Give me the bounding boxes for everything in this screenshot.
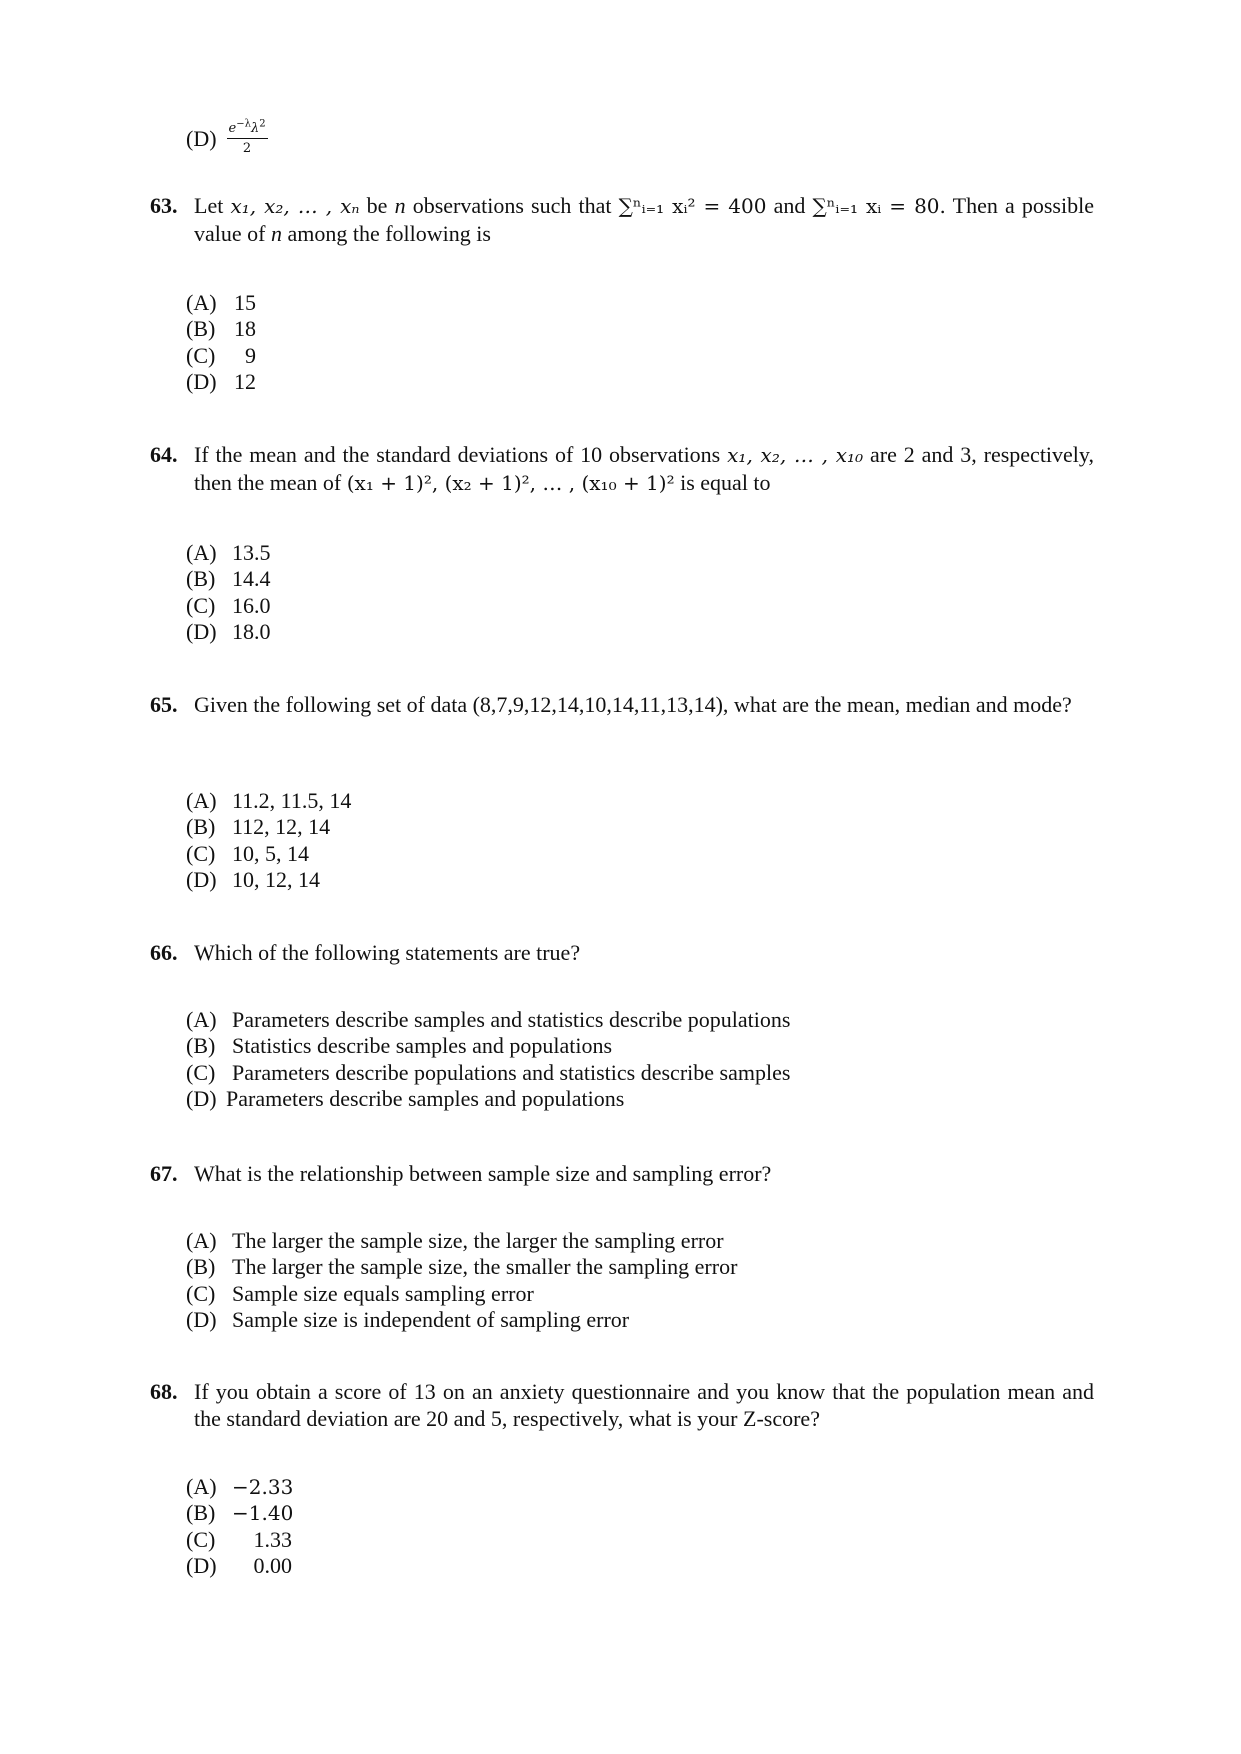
option-c[interactable]: (C) 16.0 xyxy=(186,592,271,618)
question-64 xyxy=(150,441,1094,497)
question-63 xyxy=(150,192,1094,247)
question-text: Given the following set of data (8,7,9,12,14,10,14,11,13,14), what are the mean, median and mode? xyxy=(194,692,1072,717)
question-number: 64. xyxy=(150,442,178,467)
question-68 xyxy=(150,1378,1094,1432)
option-b[interactable]: (B) Statistics describe samples and populations xyxy=(186,1033,613,1059)
option-d[interactable]: (D) Parameters describe samples and populations xyxy=(186,1085,625,1111)
question-number: 67. xyxy=(150,1161,178,1186)
math-sum: ∑ⁿᵢ₌₁ xᵢ = 80. xyxy=(812,194,946,218)
question-text: If you obtain a score of 13 on an anxiety questionnaire and you know that the population mean and the standard deviation are 20 and 5, respectively, what is your Z-score? xyxy=(194,1379,1094,1431)
option-b[interactable]: (B) 112, 12, 14 xyxy=(186,814,331,840)
option-c[interactable]: (C) 9 xyxy=(186,342,256,368)
question-66 xyxy=(150,939,1094,966)
options-65 xyxy=(186,788,351,893)
option-a[interactable]: (A) 15 xyxy=(186,290,256,315)
fraction-denominator: 2 xyxy=(242,141,252,156)
question-number: 66. xyxy=(150,940,178,965)
question-number: 63. xyxy=(150,193,178,218)
question-67 xyxy=(150,1160,1094,1187)
options-68 xyxy=(186,1474,292,1579)
question-text: Let x₁, x₂, … , xₙ be n observations such that ∑ⁿᵢ₌₁ xᵢ² = 400 and ∑ⁿᵢ₌₁ xᵢ = 80. Then a possible value of n among the following is xyxy=(194,193,1094,246)
math-sum-squares: ∑ⁿᵢ₌₁ xᵢ² = 400 xyxy=(618,194,767,218)
options-64 xyxy=(186,540,271,645)
option-c[interactable]: (C) 10, 5, 14 xyxy=(186,840,309,866)
question-number: 68. xyxy=(150,1379,178,1404)
option-label: (D) xyxy=(186,125,217,151)
option-d[interactable]: (D) 18.0 xyxy=(186,618,271,644)
option-c[interactable]: (C) 1.33 xyxy=(186,1526,292,1552)
option-d[interactable]: (D) 10, 12, 14 xyxy=(186,866,320,892)
previous-question-option-d xyxy=(186,118,268,156)
option-a[interactable]: (A) 13.5 xyxy=(186,540,271,565)
option-c[interactable]: (C) Sample size equals sampling error xyxy=(186,1280,534,1306)
option-c[interactable]: (C) Parameters describe populations and statistics describe samples xyxy=(186,1059,791,1085)
question-number: 65. xyxy=(150,692,178,717)
option-b[interactable]: (B) −1.40 xyxy=(186,1500,294,1526)
option-b[interactable]: (B) The larger the sample size, the smaller the sampling error xyxy=(186,1254,738,1280)
fraction-expression xyxy=(227,118,268,156)
question-text: If the mean and the standard deviations of 10 observations x₁, x₂, … , x₁₀ are 2 and 3, respectively, then the mean of (x₁ + 1)², (x₂ + 1)², … , (x₁₀ + 1)² is equal to xyxy=(194,442,1094,495)
math-sequence: x₁, x₂, … , x₁₀ xyxy=(727,443,864,467)
option-b[interactable]: (B) 18 xyxy=(186,316,256,342)
question-text: What is the relationship between sample size and sampling error? xyxy=(194,1161,772,1186)
fraction-numerator: $e^{-\lambda}\lambda^2$ xyxy=(227,122,268,139)
option-d[interactable]: (D) 12 xyxy=(186,368,256,394)
math-sequence: x₁, x₂, … , xₙ xyxy=(230,194,360,218)
math-expression: (x₁ + 1)², (x₂ + 1)², … , (x₁₀ + 1)² xyxy=(346,471,675,495)
option-a[interactable]: (A) −2.33 xyxy=(186,1474,294,1499)
options-63 xyxy=(186,290,256,395)
options-67 xyxy=(186,1228,737,1333)
option-a[interactable]: (A) Parameters describe samples and statistics describe populations xyxy=(186,1007,791,1032)
option-a[interactable]: (A) The larger the sample size, the larger the sampling error xyxy=(186,1228,724,1253)
question-text: Which of the following statements are true? xyxy=(194,940,581,965)
option-d[interactable]: (D) 0.00 xyxy=(186,1552,292,1578)
question-65 xyxy=(150,691,1094,718)
option-d[interactable]: (D) Sample size is independent of sampling error xyxy=(186,1306,630,1332)
option-a[interactable]: (A) 11.2, 11.5, 14 xyxy=(186,788,352,813)
options-66 xyxy=(186,1007,790,1112)
option-b[interactable]: (B) 14.4 xyxy=(186,566,271,592)
